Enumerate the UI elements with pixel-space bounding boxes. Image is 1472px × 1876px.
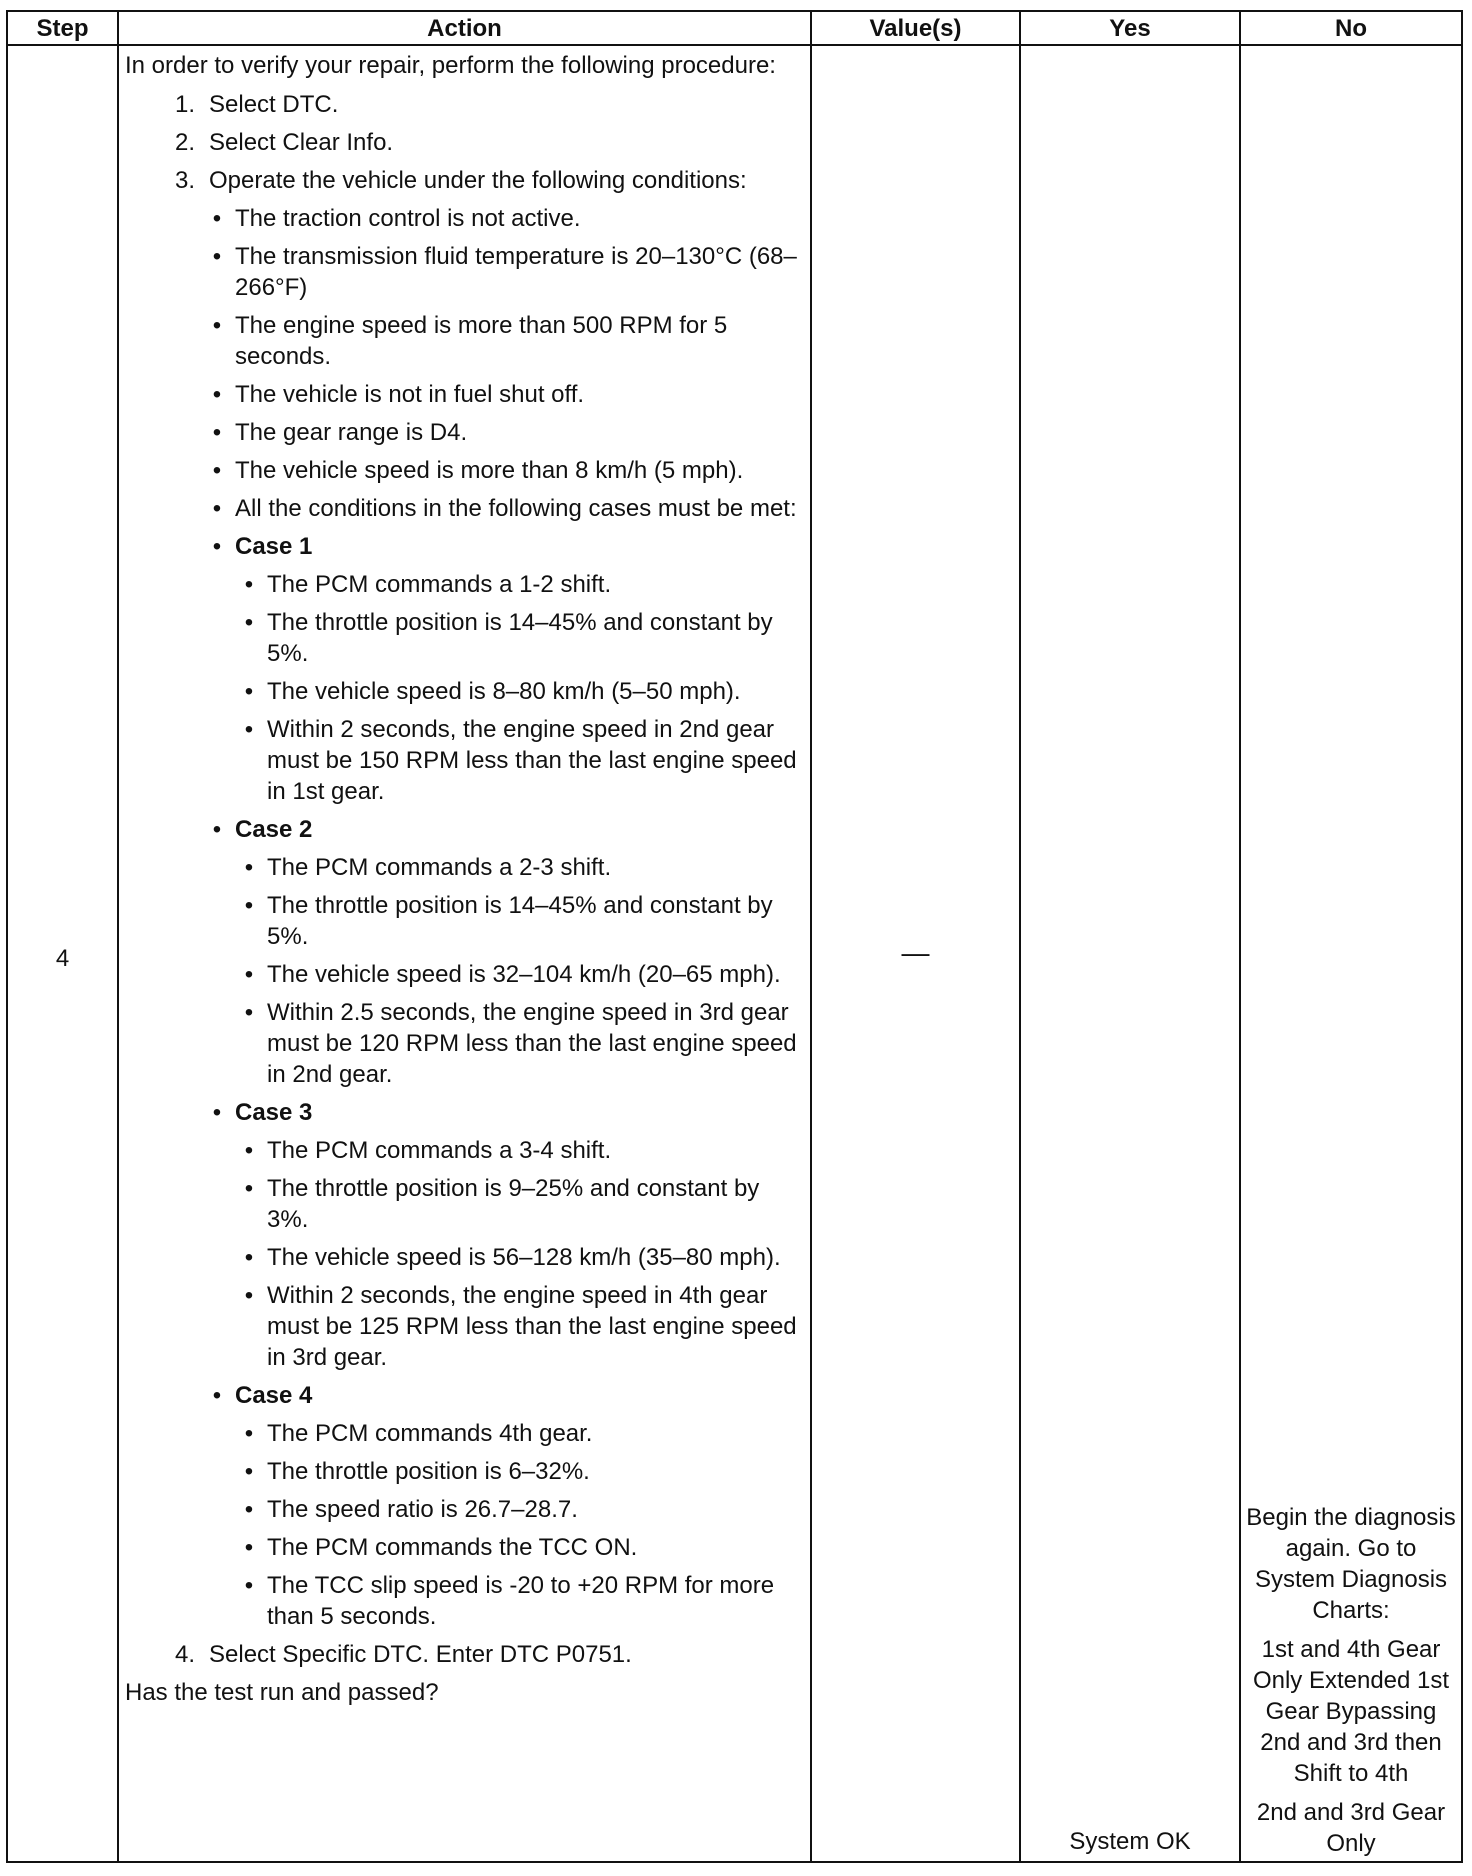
case-condition-text: The PCM commands the TCC ON. — [267, 1534, 638, 1561]
condition-text: The vehicle is not in fuel shut off. — [235, 381, 585, 408]
case-condition-text: The PCM commands 4th gear. — [267, 1420, 593, 1447]
case-condition-text: Within 2.5 seconds, the engine speed in 3rd gear must be 120 RPM less than the last engine speed in 2nd gear. — [267, 999, 797, 1088]
case-condition-text: The vehicle speed is 56–128 km/h (35–80 mph). — [267, 1244, 781, 1271]
bullet-icon: • — [212, 381, 222, 408]
case-condition — [125, 959, 804, 990]
step-number: 4 — [7, 45, 118, 1862]
case-condition — [125, 852, 804, 883]
condition-text: The transmission fluid temperature is 20–130°C (68–266°F) — [235, 243, 797, 301]
bullet-icon: • — [212, 205, 222, 232]
diagnostic-table — [6, 10, 1463, 1863]
condition-item — [125, 379, 804, 410]
condition-item — [125, 310, 804, 372]
bullet-icon: • — [244, 1458, 254, 1485]
item-text: Operate the vehicle under the following conditions: — [209, 167, 747, 194]
item-text: Select Clear Info. — [209, 129, 394, 156]
step-row — [7, 45, 1462, 1862]
case-condition — [125, 1456, 804, 1487]
numbered-item — [125, 89, 804, 120]
action-cell — [118, 45, 811, 1862]
bullet-icon: • — [244, 1175, 254, 1202]
no-cell — [1240, 45, 1462, 1862]
item-text: Select Specific DTC. Enter DTC P0751. — [209, 1641, 632, 1668]
case-heading — [125, 1097, 804, 1128]
condition-text: The engine speed is more than 500 RPM for 5 seconds. — [235, 312, 728, 370]
item-text: Select DTC. — [209, 91, 339, 118]
bullet-icon: • — [212, 533, 222, 560]
condition-item — [125, 241, 804, 303]
condition-text: All the conditions in the following cases must be met: — [235, 495, 797, 522]
numbered-item — [125, 1639, 804, 1670]
bullet-icon: • — [244, 1420, 254, 1447]
condition-item — [125, 493, 804, 524]
action-intro: In order to verify your repair, perform the following procedure: — [125, 52, 776, 79]
case-heading — [125, 814, 804, 845]
case-title: Case 2 — [235, 816, 313, 843]
test-question: Has the test run and passed? — [125, 1679, 439, 1706]
bullet-icon: • — [212, 1382, 222, 1409]
item-number: 3. — [174, 167, 195, 194]
no-chart-link: 1st and 4th Gear Only Extended 1st Gear Bypassing 2nd and 3rd then Shift to 4th — [1252, 1636, 1450, 1787]
bullet-icon: • — [244, 1534, 254, 1561]
case-condition-text: The PCM commands a 1-2 shift. — [267, 571, 612, 598]
case-condition-text: Within 2 seconds, the engine speed in 4th gear must be 125 RPM less than the last engine speed in 3rd gear. — [267, 1282, 797, 1371]
bullet-icon: • — [244, 716, 254, 743]
bullet-icon: • — [244, 1244, 254, 1271]
value-dash: — — [901, 937, 930, 968]
bullet-icon: • — [212, 243, 222, 270]
header-values: Value(s) — [811, 11, 1020, 45]
case-condition-text: The vehicle speed is 8–80 km/h (5–50 mph). — [267, 678, 741, 705]
item-number: 4. — [174, 1641, 195, 1668]
bullet-icon: • — [244, 678, 254, 705]
case-condition — [125, 1135, 804, 1166]
bullet-icon: • — [212, 1099, 222, 1126]
case-condition — [125, 1418, 804, 1449]
case-condition — [125, 1532, 804, 1563]
bullet-icon: • — [244, 1137, 254, 1164]
case-condition-text: The throttle position is 14–45% and constant by 5%. — [267, 609, 773, 667]
bullet-icon: • — [212, 457, 222, 484]
case-condition — [125, 714, 804, 807]
bullet-icon: • — [212, 419, 222, 446]
case-condition — [125, 569, 804, 600]
bullet-icon: • — [244, 1572, 254, 1599]
condition-text: The traction control is not active. — [235, 205, 581, 232]
case-condition — [125, 1173, 804, 1235]
case-condition-text: Within 2 seconds, the engine speed in 2nd gear must be 150 RPM less than the last engine speed in 1st gear. — [267, 716, 797, 805]
case-heading — [125, 531, 804, 562]
bullet-icon: • — [212, 816, 222, 843]
no-instruction: Begin the diagnosis again. Go to System Diagnosis Charts: — [1246, 1504, 1456, 1624]
condition-text: The vehicle speed is more than 8 km/h (5 mph). — [235, 457, 744, 484]
case-condition — [125, 1242, 804, 1273]
bullet-icon: • — [244, 892, 254, 919]
header-row — [7, 11, 1462, 45]
bullet-icon: • — [212, 312, 222, 339]
yes-cell: System OK — [1020, 45, 1240, 1862]
bullet-icon: • — [244, 1282, 254, 1309]
case-heading — [125, 1380, 804, 1411]
header-no: No — [1240, 11, 1462, 45]
case-condition — [125, 890, 804, 952]
numbered-item — [125, 165, 804, 196]
condition-item — [125, 455, 804, 486]
case-condition — [125, 1280, 804, 1373]
case-condition-text: The throttle position is 9–25% and constant by 3%. — [267, 1175, 760, 1233]
case-condition — [125, 997, 804, 1090]
numbered-item — [125, 127, 804, 158]
case-condition-text: The throttle position is 6–32%. — [267, 1458, 590, 1485]
bullet-icon: • — [244, 999, 254, 1026]
bullet-icon: • — [212, 495, 222, 522]
case-condition-text: The PCM commands a 2-3 shift. — [267, 854, 612, 881]
bullet-icon: • — [244, 609, 254, 636]
bullet-icon: • — [244, 961, 254, 988]
item-number: 1. — [174, 91, 195, 118]
case-condition-text: The TCC slip speed is -20 to +20 RPM for more than 5 seconds. — [267, 1572, 775, 1630]
bullet-icon: • — [244, 571, 254, 598]
case-condition-text: The vehicle speed is 32–104 km/h (20–65 mph). — [267, 961, 781, 988]
case-condition-text: The PCM commands a 3-4 shift. — [267, 1137, 612, 1164]
item-number: 2. — [174, 129, 195, 156]
case-condition-text: The speed ratio is 26.7–28.7. — [267, 1496, 578, 1523]
condition-item — [125, 203, 804, 234]
header-action: Action — [118, 11, 811, 45]
case-condition — [125, 607, 804, 669]
case-condition-text: The throttle position is 14–45% and constant by 5%. — [267, 892, 773, 950]
case-condition — [125, 676, 804, 707]
bullet-icon: • — [244, 854, 254, 881]
case-condition — [125, 1494, 804, 1525]
condition-text: The gear range is D4. — [235, 419, 468, 446]
case-title: Case 3 — [235, 1099, 313, 1126]
bullet-icon: • — [244, 1496, 254, 1523]
case-condition — [125, 1570, 804, 1632]
condition-item — [125, 417, 804, 448]
header-step: Step — [7, 11, 118, 45]
header-yes: Yes — [1020, 11, 1240, 45]
case-title: Case 4 — [235, 1382, 313, 1409]
value-cell — [811, 45, 1020, 1862]
case-title: Case 1 — [235, 533, 313, 560]
no-chart-link: 2nd and 3rd Gear Only — [1256, 1799, 1446, 1857]
